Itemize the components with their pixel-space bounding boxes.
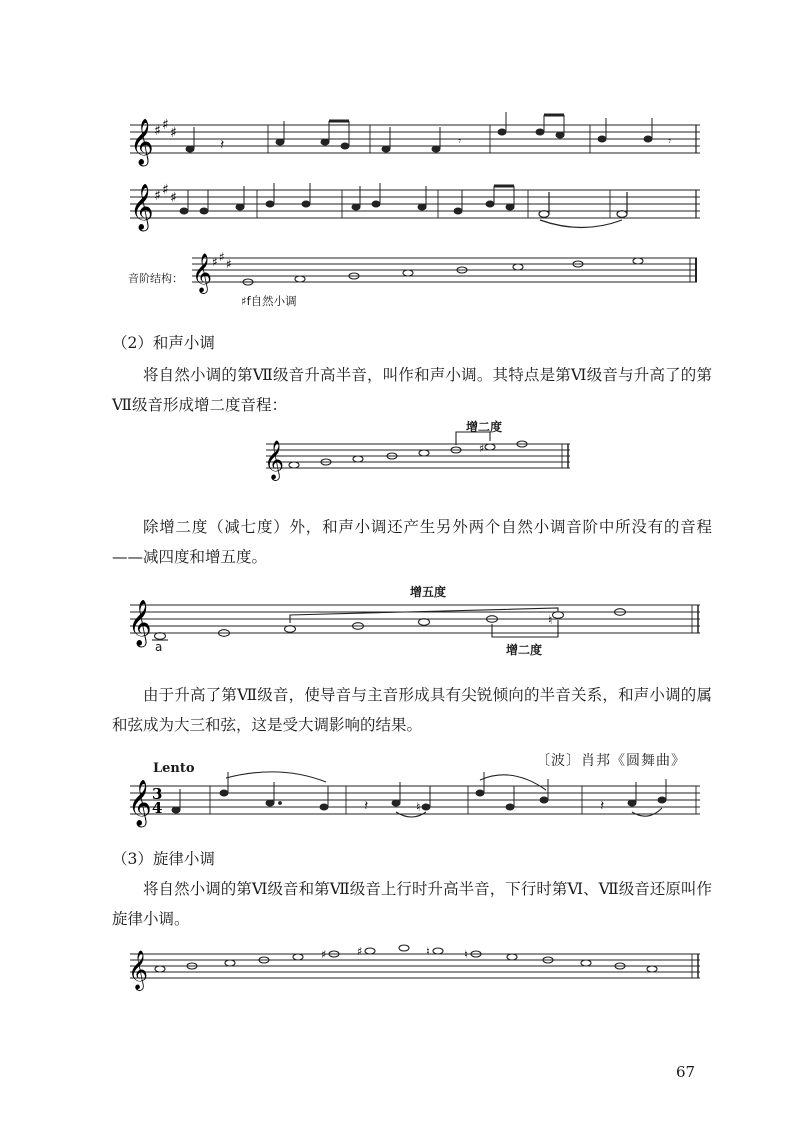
harmonic-paragraph-1: 将自然小调的第Ⅶ级音升高半音，叫作和声小调。其特点是第Ⅵ级音与升高了的第Ⅶ级音形成增二度音程： (112, 366, 712, 414)
music-staff-melody-1 (120, 115, 710, 170)
excerpt-attribution: 〔波〕肖邦《圆舞曲》 (536, 753, 686, 769)
scale-name-label: ♯f自然小调 (241, 294, 297, 308)
svg-text:𝄽: 𝄽 (220, 137, 225, 153)
svg-text:♯: ♯ (170, 190, 177, 206)
svg-text:♯: ♯ (321, 948, 327, 961)
svg-text:♯: ♯ (219, 250, 225, 264)
svg-text:♯: ♯ (170, 125, 177, 141)
svg-text:𝄽: 𝄽 (600, 798, 605, 814)
interval-label-aug2: 增二度 (466, 420, 503, 434)
melodic-paragraph-1: 将自然小调的第Ⅵ级音和第Ⅶ级音上行时升高半音，下行时第Ⅵ、Ⅶ级音还原叫作旋律小调。 (112, 880, 712, 928)
note-letter-label: a (155, 640, 163, 654)
svg-text:4: 4 (152, 799, 163, 817)
section-heading-harmonic: （2）和声小调 (112, 334, 215, 352)
svg-text:3: 3 (152, 785, 163, 803)
svg-text:𝄞: 𝄞 (264, 440, 285, 480)
svg-text:♯: ♯ (154, 188, 161, 204)
svg-text:♯: ♯ (212, 255, 218, 269)
music-staff-melody-2 (120, 180, 710, 240)
svg-text:𝄞: 𝄞 (128, 780, 152, 826)
harmonic-paragraph-2: 除增二度（减七度）外，和声小调还产生另外两个自然小调音阶中所没有的音程——减四度和增五度。 (112, 518, 712, 566)
tempo-marking: Lento (153, 761, 195, 776)
svg-text:♮: ♮ (548, 613, 553, 627)
svg-text:𝄞: 𝄞 (192, 253, 213, 293)
svg-text:𝄞: 𝄞 (128, 600, 152, 646)
section-heading-melodic: （3）旋律小调 (112, 850, 215, 868)
svg-text:♮: ♮ (464, 948, 468, 961)
harmonic-paragraph-3: 由于升高了第Ⅶ级音，使导音与主音形成具有尖锐倾向的半音关系，和声小调的属和弦成为大三和弦，这是受大调影响的结果。 (112, 686, 712, 734)
music-staff-chopin-excerpt (120, 772, 710, 832)
interval-label-aug2-bottom: 增二度 (506, 643, 543, 657)
music-staff-harmonic-scale (258, 430, 578, 485)
music-staff-melodic-scale (120, 946, 710, 996)
svg-text:𝄞: 𝄞 (128, 950, 149, 990)
svg-text:♯: ♯ (479, 442, 485, 455)
interval-label-aug5: 增五度 (410, 585, 447, 599)
svg-text:♮: ♮ (416, 800, 421, 814)
svg-text:𝄾: 𝄾 (458, 134, 462, 148)
scale-structure-label: 音阶结构： (128, 272, 183, 285)
svg-text:𝄞: 𝄞 (130, 119, 154, 165)
svg-text:♯: ♯ (357, 945, 363, 958)
svg-text:𝄽: 𝄽 (364, 798, 369, 814)
music-staff-scale-structure (182, 248, 712, 298)
svg-text:♮: ♮ (426, 945, 430, 958)
svg-text:♯: ♯ (162, 117, 169, 133)
svg-text:♯: ♯ (162, 182, 169, 198)
music-staff-intervals (120, 595, 710, 655)
svg-text:𝄞: 𝄞 (130, 184, 154, 230)
svg-text:♯: ♯ (226, 257, 232, 271)
page-number: 67 (676, 1063, 696, 1081)
svg-text:♯: ♯ (154, 123, 161, 139)
svg-text:𝄾: 𝄾 (668, 134, 672, 148)
